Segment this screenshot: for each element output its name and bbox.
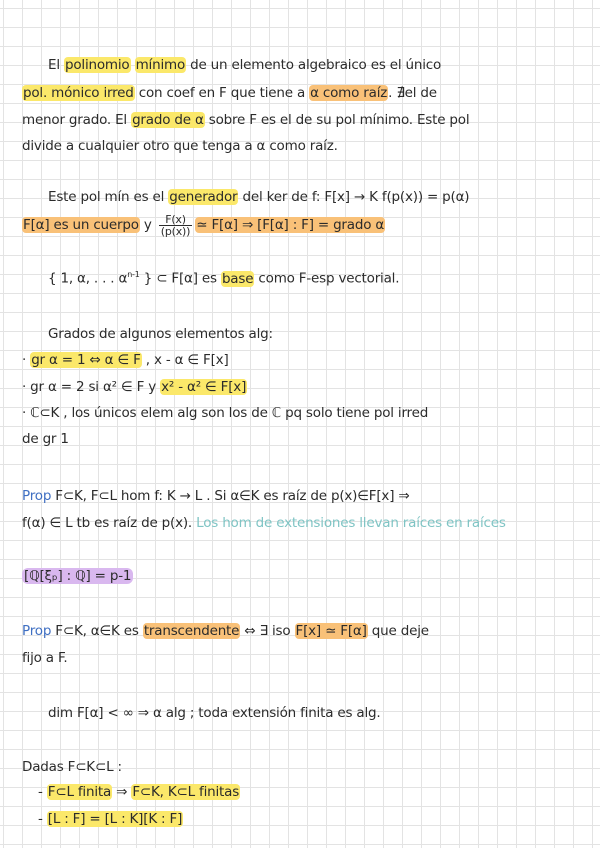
highlight-cuerpo: F[α] es un cuerpo (23, 217, 139, 233)
text: que deje (367, 623, 429, 639)
highlight-finitas: F⊂K, K⊂L finitas (132, 784, 240, 800)
text: Dadas F⊂K⊂L : (22, 759, 122, 775)
grados-bullet-1 (22, 351, 586, 369)
text: menor grado. El (22, 112, 132, 128)
dadas-item-2 (38, 810, 586, 828)
text: divide a cualquier otro que tenga a α como raíz. (22, 138, 338, 154)
bullet: · (22, 352, 31, 368)
highlight-iso-grado: ≃ F[α] ⇒ [F[α] : F] = grado α (196, 217, 385, 233)
grados-bullet-2 (22, 378, 586, 396)
fraction-denominator: (p(x)) (160, 224, 191, 238)
text: F⊂K, F⊂L hom f: K → L . Si α∈K es raíz de p(x)∈F[x] ⇒ (51, 488, 410, 504)
highlight-generador: generador (169, 189, 238, 205)
text: } ⊂ F[α] es (139, 270, 221, 287)
text: fijo a F. (22, 650, 68, 666)
highlight-transcendente: transcendente (143, 623, 240, 639)
prop1-line-1 (22, 487, 586, 505)
text: { 1, α, . . . α (48, 270, 128, 287)
prop-label: Prop (22, 488, 52, 504)
highlight-cyclotomic: [ℚ[ξₚ] : ℚ] = p-1 (24, 568, 132, 584)
text: con coef en F que tiene a (134, 85, 310, 101)
text: . ∄el de (388, 85, 437, 101)
text: Grados de algunos elementos alg: (48, 326, 273, 342)
prop2-line-2 (22, 649, 586, 667)
text: · ℂ⊂K , los únicos elem alg son los de ℂ pq solo tiene pol irred (22, 405, 429, 421)
highlight-gr-2: x² - α² ∈ F[x] (161, 379, 247, 395)
p1-line-1 (48, 56, 586, 74)
text: , x - α ∈ F[x] (141, 352, 229, 368)
text: sobre F es el de su pol mínimo. Este pol (204, 112, 470, 128)
highlight-iso: F[x] ≃ F[α] (295, 623, 367, 639)
text: dim F[α] < ∞ ⇒ α alg ; toda extensión finita es alg. (48, 705, 381, 721)
dadas-title (22, 758, 586, 776)
superscript: n-1 (127, 270, 140, 279)
cyclotomic-line (22, 567, 586, 585)
fraction-numerator: F(x) (159, 214, 192, 226)
fraction (159, 214, 192, 237)
p2-line-1 (48, 188, 586, 206)
text: f(α) ∈ L tb es raíz de p(x). (22, 515, 197, 531)
p1-line-4 (22, 137, 586, 155)
p1-line-2 (22, 84, 586, 102)
text: del ker de f: F[x] → K f(p(x)) = p(α) (238, 189, 470, 205)
text: y (139, 217, 156, 233)
highlight-tower-law: [L : F] = [L : K][K : F] (47, 811, 183, 827)
text: ⇔ ∃ iso (240, 623, 295, 639)
dim-line (48, 704, 586, 722)
highlight-gr-1: gr α = 1 ⇔ α ∈ F (31, 352, 141, 368)
highlight-fl-finita: F⊂L finita (47, 784, 112, 800)
grados-bullet-3 (22, 404, 586, 422)
text: El (48, 57, 64, 73)
p2-line-3 (48, 266, 586, 288)
highlight-grado: grado de α (132, 112, 204, 128)
highlight-pol-monico: pol. mónico irred (23, 85, 134, 101)
cyan-note: Los hom de extensiones llevan raíces en raíces (196, 515, 506, 531)
highlight-minimo: mínimo (135, 57, 186, 73)
grados-title (48, 325, 586, 343)
highlight-base: base (221, 270, 254, 287)
highlight-polinomio: polinomio (64, 57, 130, 73)
text: Este pol mín es el (48, 189, 169, 205)
highlight-como-raiz: α como raíz (310, 85, 388, 101)
text: · gr α = 2 si α² ∈ F y (22, 379, 161, 395)
text: F⊂K, α∈K es (51, 623, 143, 639)
prop1-line-2 (22, 514, 586, 532)
grados-bullet-3-cont (22, 430, 586, 448)
text: ⇒ (112, 784, 132, 800)
prop2-line-1 (22, 622, 586, 640)
text: - (38, 811, 47, 827)
p2-line-2 (22, 212, 586, 238)
text: - (38, 784, 47, 800)
p1-line-3 (22, 111, 586, 129)
text: de gr 1 (22, 431, 69, 447)
text: de un elemento algebraico es el único (186, 57, 442, 73)
dadas-item-1 (38, 783, 586, 801)
prop-label: Prop (22, 623, 52, 639)
text: como F-esp vectorial. (254, 270, 400, 287)
